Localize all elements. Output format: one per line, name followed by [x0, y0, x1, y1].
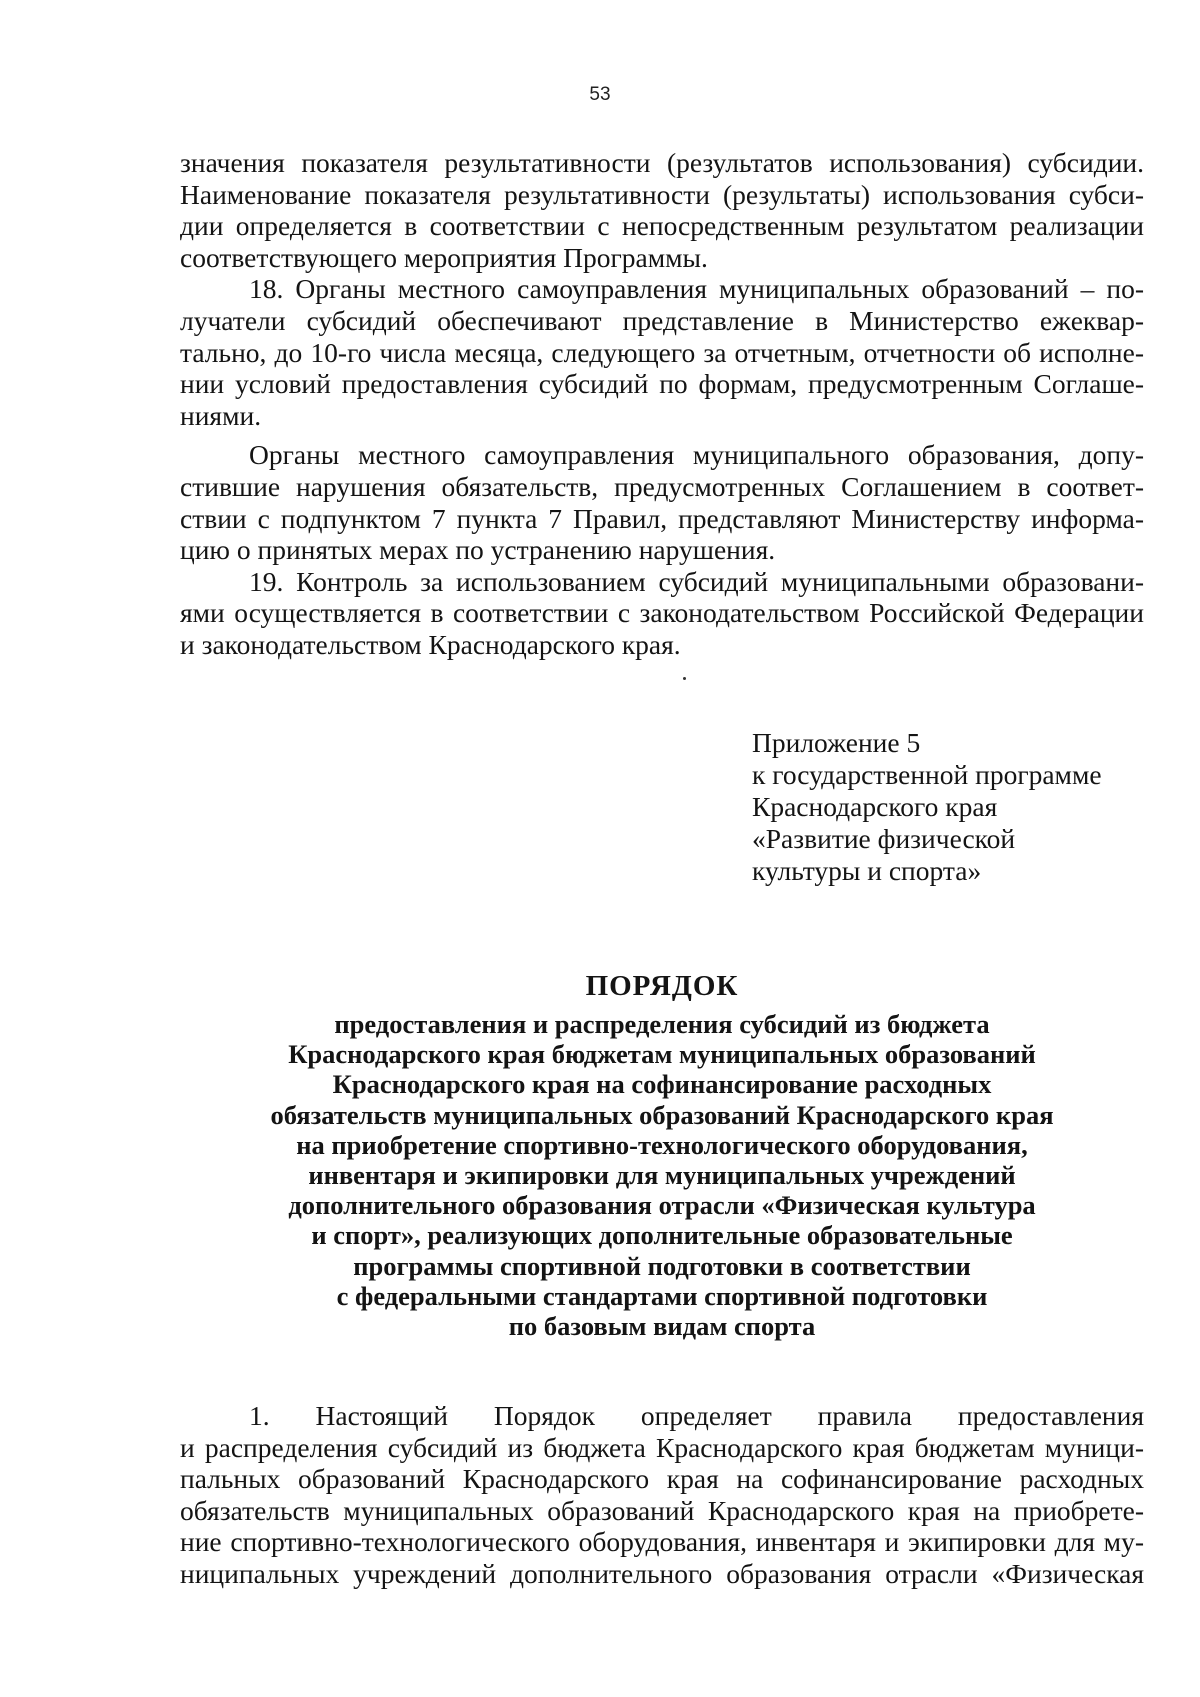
text-line: цию о принятых мерах по устранению нарушения. [180, 534, 776, 566]
document-title: ПОРЯДОК [585, 970, 739, 1002]
text-line: и распределения субсидий из бюджета Краснодарского края бюджетам муници- [180, 1431, 1144, 1463]
text-line: пальных образований Краснодарского края на софинансирование расходных [180, 1463, 1144, 1495]
subtitle-line: программы спортивной подготовки в соответствии [353, 1250, 971, 1281]
subtitle-line: по базовым видам спорта [508, 1311, 816, 1342]
appendix-line: Приложение 5 [752, 727, 921, 758]
text-line: дии определяется в соответствии с непосредственным результатом реализации [180, 210, 1144, 242]
subtitle-line: и спорт», реализующих дополнительные образовательные [311, 1220, 1013, 1251]
paragraph-gap [180, 431, 1144, 439]
text-line: ние спортивно-технологического оборудования, инвентаря и экипировки для му- [180, 1526, 1144, 1558]
scan-speck [683, 677, 686, 680]
subtitle-line: обязательств муниципальных образований Краснодарского края [270, 1099, 1054, 1130]
text-line: 19. Контроль за использованием субсидий муниципальными образовани- [249, 565, 1144, 597]
page-number: 53 [589, 84, 611, 105]
body-text-top [180, 147, 1144, 661]
text-line: значения показателя результативности (результатов использования) субсидии. [180, 147, 1144, 178]
appendix-note [752, 727, 1102, 887]
subtitle-line: дополнительного образования отрасли «Физическая культура [288, 1190, 1036, 1221]
text-line: нии условий предоставления субсидий по формам, предусмотренным Соглаше- [180, 368, 1144, 400]
text-line: 1. Настоящий Порядок определяет правила предоставления [249, 1400, 1144, 1431]
appendix-line: Краснодарского края [752, 791, 998, 822]
appendix-line: «Развитие физической [752, 823, 1016, 854]
appendix-line: культуры и спорта» [752, 855, 982, 886]
text-line: соответствующего мероприятия Программы. [180, 241, 708, 273]
document-subtitle [180, 1009, 1144, 1341]
text-line: ниципальных учреждений дополнительного образования отрасли «Физическая [180, 1557, 1144, 1589]
subtitle-line: с федеральными стандартами спортивной подготовки [336, 1280, 988, 1311]
text-line: 18. Органы местного самоуправления муниципальных образований – по- [249, 273, 1144, 305]
text-line: лучатели субсидий обеспечивают представление в Министерство ежеквар- [180, 304, 1144, 336]
body-text-bottom [180, 1400, 1144, 1590]
document-title-block [180, 967, 1144, 1341]
text-line: ствии с подпунктом 7 пункта 7 Правил, представляют Министерству информа- [180, 502, 1144, 534]
subtitle-line: предоставления и распределения субсидий из бюджета [334, 1009, 990, 1039]
subtitle-line: Краснодарского края на софинансирование расходных [332, 1069, 992, 1100]
text-line: стившие нарушения обязательств, предусмотренных Соглашением в соответ- [180, 470, 1144, 502]
appendix-line: к государственной программе [752, 759, 1102, 790]
text-line: обязательств муниципальных образований Краснодарского края на приобрете- [180, 1494, 1144, 1526]
text-line: ями осуществляется в соответствии с законодательством Российской Федерации [180, 597, 1144, 629]
text-line: тально, до 10-го числа месяца, следующего за отчетным, отчетности об исполне- [180, 336, 1144, 368]
text-line: ниями. [180, 399, 262, 431]
text-line: Органы местного самоуправления муниципального образования, допу- [249, 439, 1144, 471]
subtitle-line: на приобретение спортивно-технологического оборудования, [296, 1129, 1028, 1160]
text-line: и законодательством Краснодарского края. [180, 628, 681, 660]
subtitle-line: Краснодарского края бюджетам муниципальных образований [288, 1039, 1036, 1070]
subtitle-line: инвентаря и экипировки для муниципальных учреждений [308, 1160, 1016, 1191]
text-line: Наименование показателя результативности (результаты) использования субси- [180, 178, 1144, 210]
